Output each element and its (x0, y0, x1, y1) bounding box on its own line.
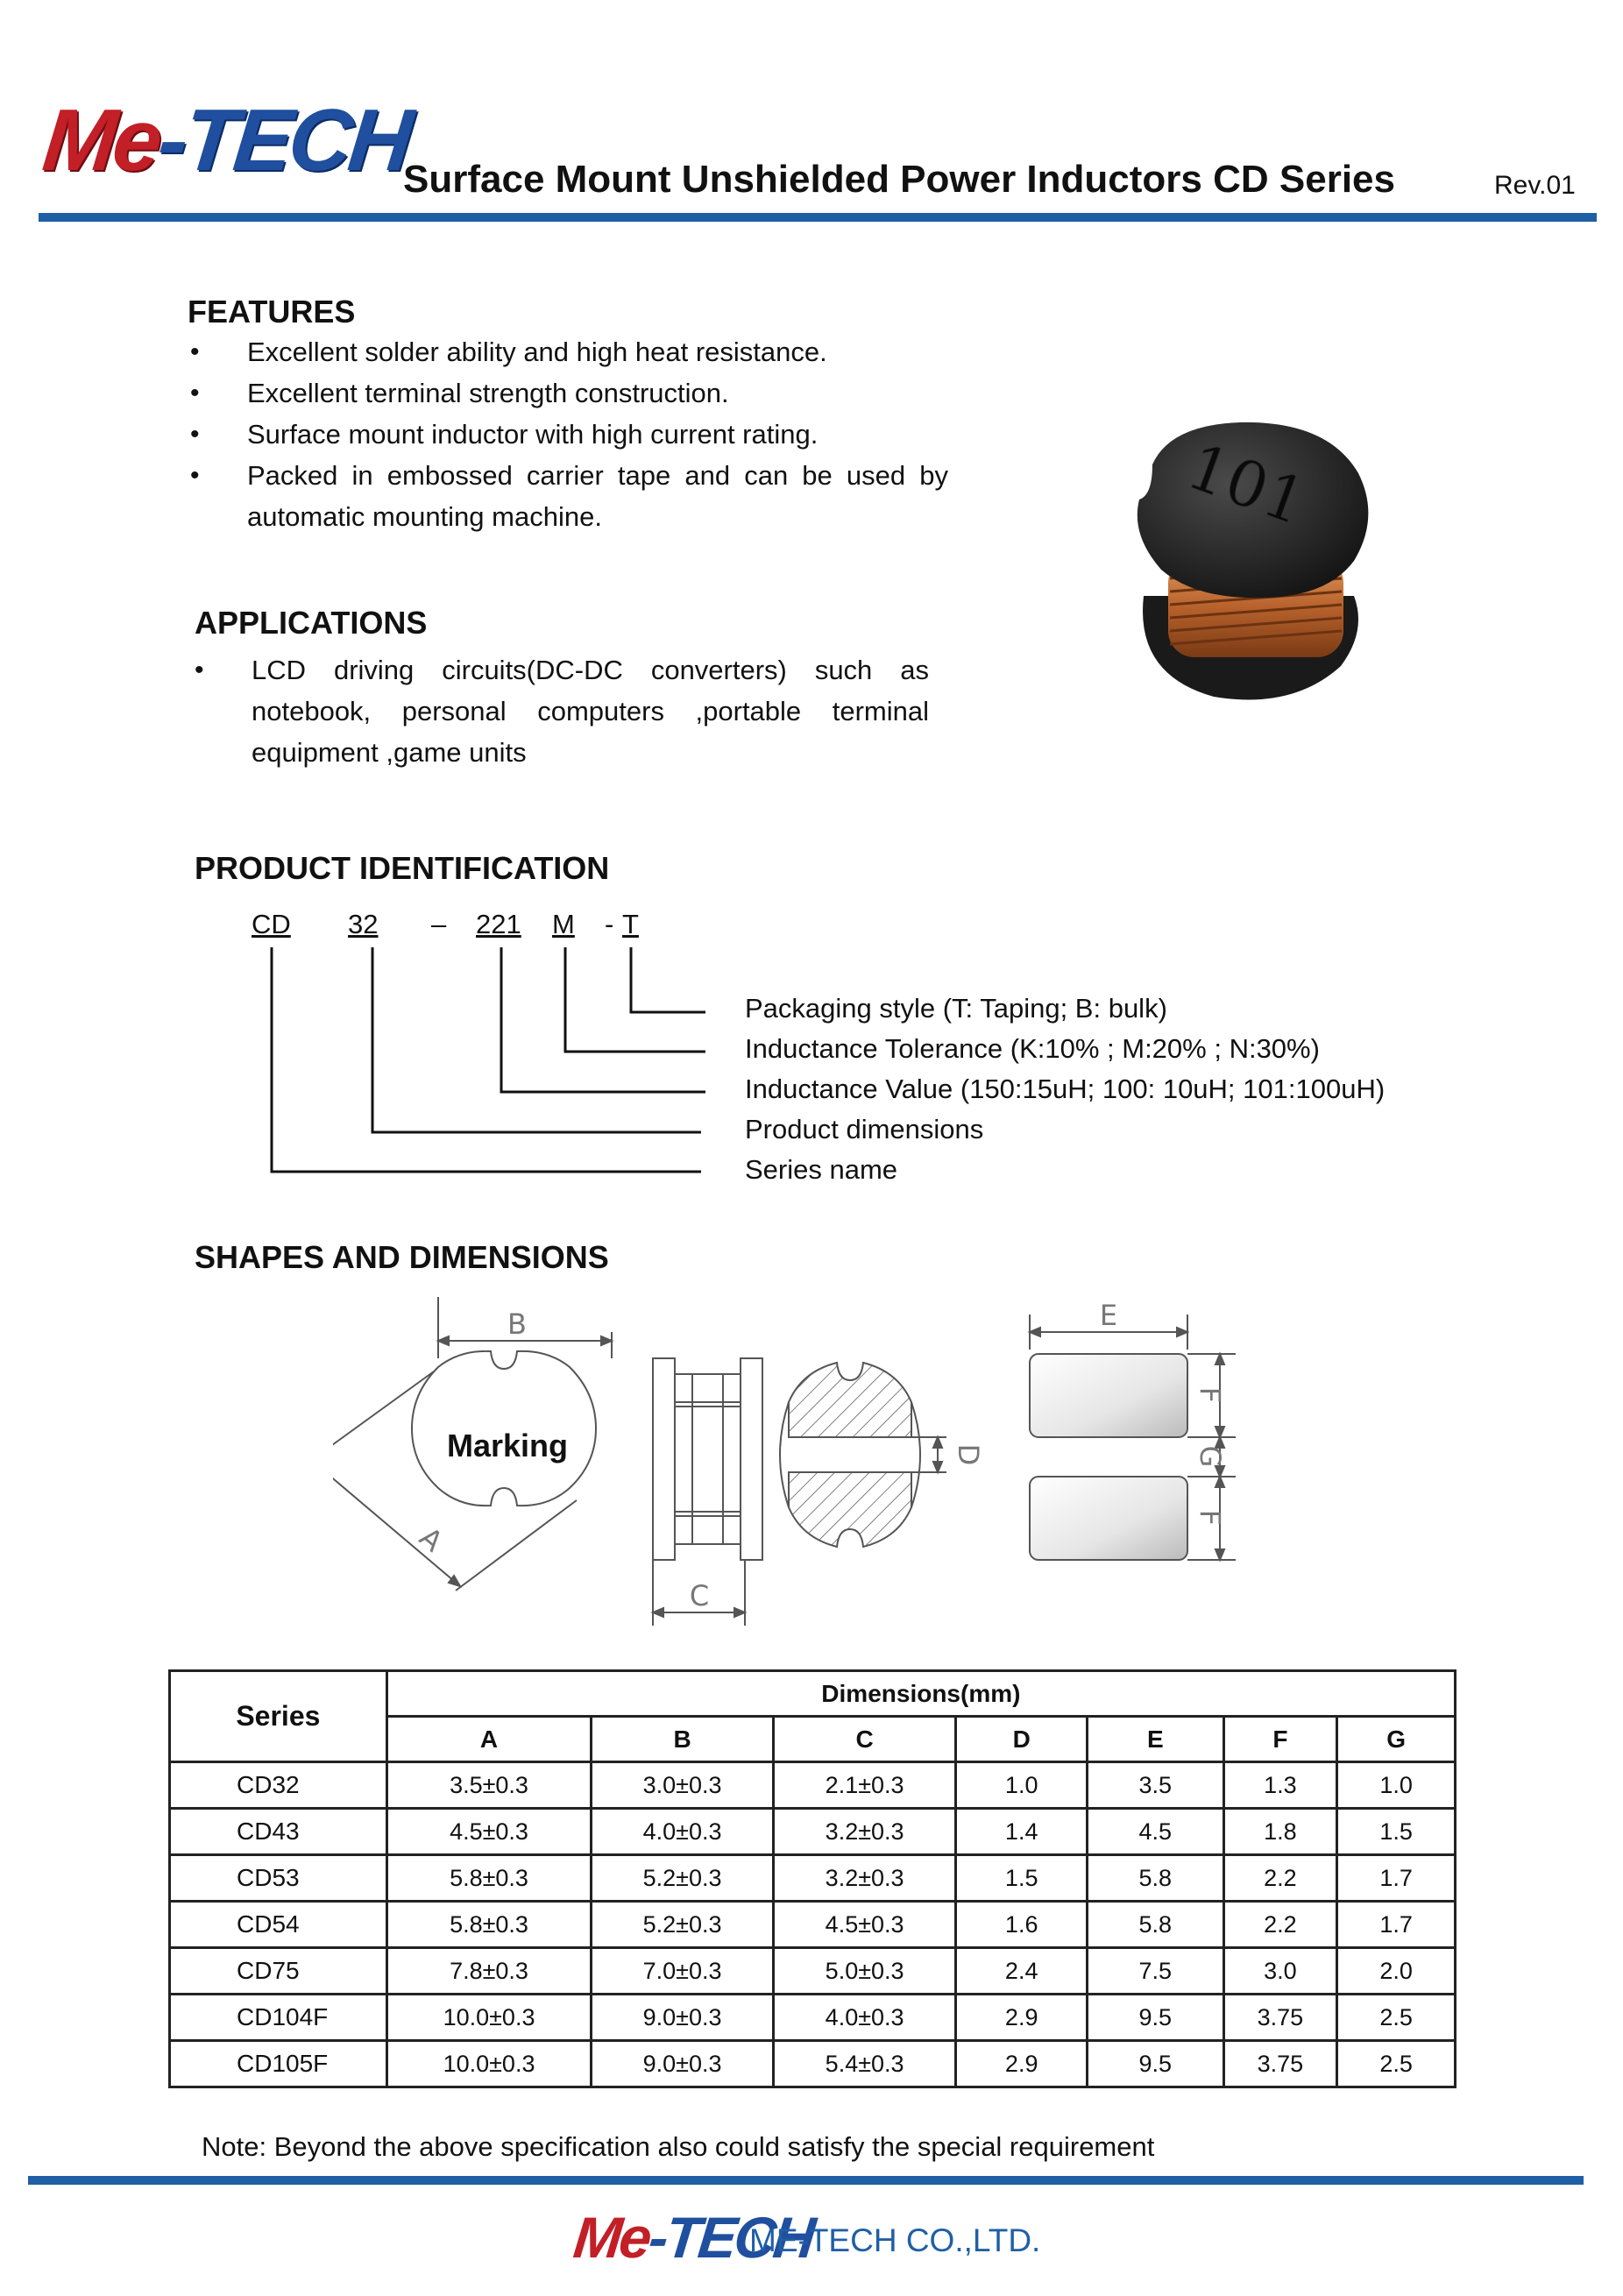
dim-letter-f-bottom: F (1194, 1509, 1227, 1527)
inductor-product-image (1117, 412, 1380, 710)
header-rule (39, 213, 1597, 222)
series-header: Series (170, 1671, 387, 1762)
features-list (190, 331, 948, 537)
bullet-icon: • (190, 461, 200, 490)
column-header: D (956, 1717, 1088, 1762)
feature-item: • Packed in embossed carrier tape and can be used by automatic mounting machine. (190, 455, 948, 537)
logo-text-right: -TECH (153, 91, 415, 189)
identification-connector-lines (245, 942, 719, 1183)
dim-letter-b: B (507, 1307, 527, 1341)
revision-label: Rev.01 (1494, 171, 1576, 200)
applications-list (195, 649, 929, 773)
label-dimensions: Product dimensions (745, 1114, 984, 1144)
table-row: CD43 4.5±0.3 4.0±0.3 3.2±0.3 1.4 4.5 1.8 1.5 (170, 1809, 1456, 1855)
company-logo (39, 91, 415, 189)
column-header: A (386, 1717, 592, 1762)
bullet-icon: • (190, 420, 200, 449)
pid-value: 221 (476, 909, 521, 939)
logo-text-left: Me (39, 91, 164, 189)
identification-title: PRODUCT IDENTIFICATION (195, 850, 610, 886)
dimensions-group-header: Dimensions(mm) (386, 1671, 1455, 1717)
dim-letter-d: D (952, 1443, 985, 1466)
table-row: CD104F 10.0±0.3 9.0±0.3 4.0±0.3 2.9 9.5 3.75 2.5 (170, 1995, 1456, 2041)
feature-item: • Surface mount inductor with high current rating. (190, 414, 948, 455)
label-packaging: Packaging style (T: Taping; B: bulk) (745, 993, 1167, 1024)
pid-tolerance: M (552, 909, 575, 939)
product-marking: 101 (1178, 429, 1316, 540)
label-series-name: Series name (745, 1154, 898, 1185)
pid-dash: – (431, 909, 447, 939)
table-row: CD53 5.8±0.3 5.2±0.3 3.2±0.3 1.5 5.8 2.2 1.7 (170, 1855, 1456, 1902)
column-header: E (1088, 1717, 1224, 1762)
table-row: CD54 5.8±0.3 5.2±0.3 4.5±0.3 1.6 5.8 2.2 1.7 (170, 1902, 1456, 1948)
bullet-icon: • (195, 655, 204, 684)
company-name: ME-TECH CO.,LTD. (749, 2222, 1041, 2258)
shapes-title: SHAPES AND DIMENSIONS (195, 1239, 609, 1275)
pid-hyphen: - (605, 909, 614, 939)
dim-letter-f-top: F (1194, 1386, 1227, 1404)
dimensions-table (168, 1669, 1456, 2088)
column-header: C (773, 1717, 956, 1762)
applications-title: APPLICATIONS (195, 605, 428, 641)
column-header: G (1337, 1717, 1456, 1762)
note-text: Note: Beyond the above specification also could satisfy the special requirement (202, 2131, 1155, 2162)
dim-letter-e: E (1099, 1299, 1118, 1332)
label-tolerance: Inductance Tolerance (K:10% ; M:20% ; N:30%) (745, 1033, 1320, 1064)
feature-item: • Excellent terminal strength construction. (190, 372, 948, 414)
bullet-icon: • (190, 337, 200, 366)
footer-logo-left: Me (571, 2205, 653, 2270)
dim-letter-g: G (1194, 1445, 1227, 1468)
pid-series: CD (252, 909, 291, 939)
table-row: CD75 7.8±0.3 7.0±0.3 5.0±0.3 2.4 7.5 3.0 2.0 (170, 1948, 1456, 1995)
feature-item: • Excellent solder ability and high heat resistance. (190, 331, 948, 372)
dimension-drawing (333, 1297, 1253, 1643)
bullet-icon: • (190, 379, 200, 407)
dim-letter-a: A (413, 1520, 450, 1559)
features-title: FEATURES (188, 294, 356, 330)
column-header: B (592, 1717, 774, 1762)
pid-packaging: T (622, 909, 639, 939)
marking-label: Marking (447, 1428, 569, 1463)
label-inductance-value: Inductance Value (150:15uH; 100: 10uH; 101:100uH) (745, 1074, 1386, 1104)
table-row: CD105F 10.0±0.3 9.0±0.3 5.4±0.3 2.9 9.5 3.75 2.5 (170, 2041, 1456, 2087)
dim-letter-c: C (689, 1579, 710, 1612)
footer-rule (28, 2176, 1584, 2185)
footer-logo-right: -TECH (645, 2205, 817, 2270)
pid-dimension: 32 (348, 909, 379, 939)
application-item: • LCD driving circuits(DC-DC converters) such as notebook, personal computers ,portable terminal equipment ,game units (195, 649, 929, 773)
column-header: F (1223, 1717, 1337, 1762)
table-row: CD32 3.5±0.3 3.0±0.3 2.1±0.3 1.0 3.5 1.3 1.0 (170, 1762, 1456, 1809)
document-title: Surface Mount Unshielded Power Inductors CD Series (403, 158, 1395, 201)
